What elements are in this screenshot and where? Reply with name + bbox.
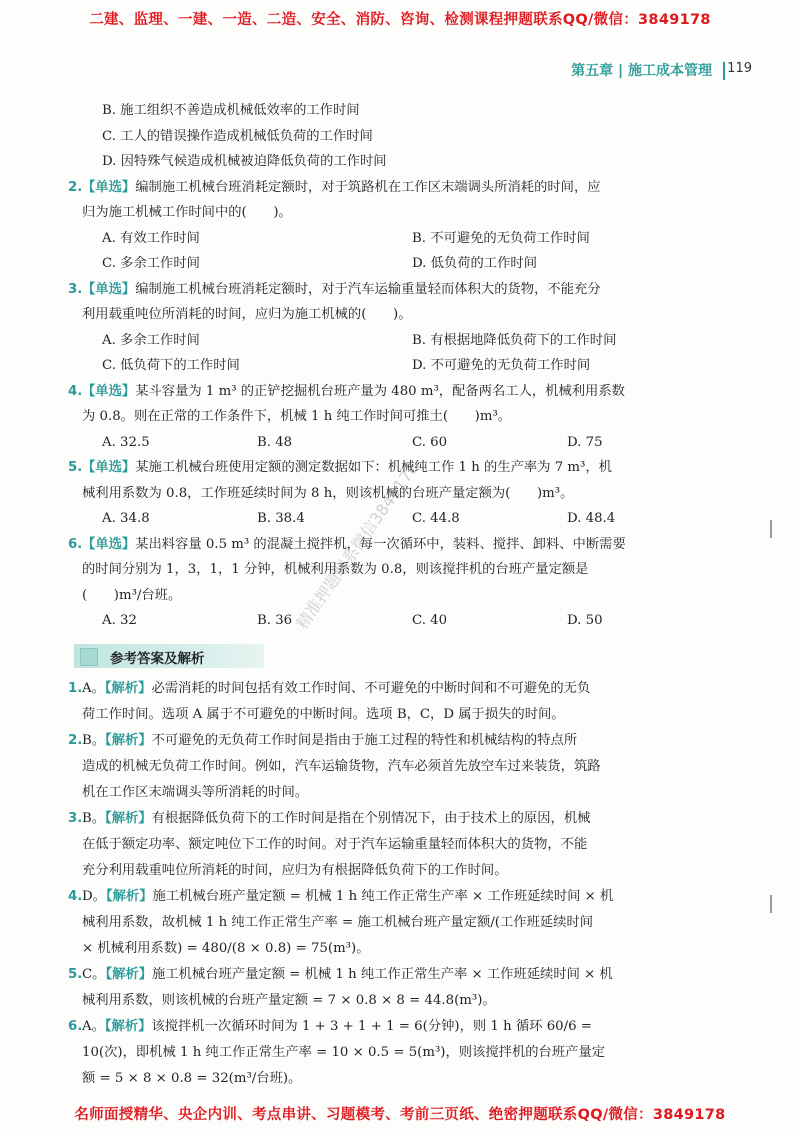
question-number: 4. <box>68 383 83 399</box>
question-list <box>68 175 722 634</box>
answer-line <box>82 754 722 780</box>
answer-section-header <box>74 644 264 668</box>
answer-choice: B。 <box>82 732 106 748</box>
answer-choice: B。 <box>82 810 106 826</box>
answer-number: 6. <box>68 1018 83 1034</box>
option-1: B. 36 <box>257 613 293 628</box>
question-line <box>82 557 722 583</box>
answer-line <box>68 728 722 754</box>
option-1: B. 有根据地降低负荷下的工作时间 <box>412 332 617 348</box>
answer-line <box>68 676 722 702</box>
options-row <box>82 430 722 456</box>
question-text: ( )m³/台班。 <box>82 587 182 603</box>
analysis-tag: 【解析】 <box>105 732 152 748</box>
answer-line <box>68 806 722 832</box>
answer-text: 额 = 5 × 8 × 0.8 = 32(m³/台班)。 <box>82 1070 302 1086</box>
question-number: 2. <box>68 179 83 195</box>
answer-text: 荷工作时间。选项 A 属于不可避免的中断时间。选项 B，C，D 属于损失的时间。 <box>82 706 565 722</box>
option-0: A. 34.8 <box>102 511 150 526</box>
chapter-title: 第五章 | 施工成本管理 <box>571 63 712 79</box>
question-block <box>68 532 722 634</box>
answer-choice: A。 <box>82 680 105 696</box>
answer-text: 械利用系数，故机械 1 h 纯工作正常生产率 = 施工机械台班产量定额/(工作班延续时间 <box>82 914 594 930</box>
top-banner: 二建、监理、一建、一造、二造、安全、消防、咨询、检测课程押题联系QQ/微信：3849178 <box>89 12 711 28</box>
answer-line <box>82 832 722 858</box>
question-line <box>68 532 722 558</box>
question-type-tag: 【单选】 <box>82 536 136 552</box>
answer-list <box>68 676 722 1092</box>
analysis-tag: 【解析】 <box>105 888 153 904</box>
question-line <box>82 404 722 430</box>
question-line <box>82 302 722 328</box>
option-1: B. 48 <box>257 434 293 450</box>
section-icon <box>80 648 98 666</box>
option-1: B. 38.4 <box>257 511 305 526</box>
answer-line <box>82 702 722 728</box>
edge-mark <box>770 520 772 538</box>
option-2: C. 44.8 <box>412 511 460 526</box>
option-0: A. 32 <box>102 613 137 628</box>
options-row <box>82 226 722 252</box>
question-type-tag: 【单选】 <box>82 179 136 195</box>
options-row <box>82 328 722 354</box>
options-row <box>82 251 722 277</box>
question-text: 利用载重吨位所消耗的时间，应归为施工机械的( )。 <box>82 307 412 322</box>
option-0: A. 32.5 <box>102 434 150 450</box>
answer-text: 机在工作区末端调头等所消耗的时间。 <box>82 784 309 800</box>
question-line <box>82 200 722 226</box>
question-text: 某施工机械台班使用定额的测定数据如下：机械纯工作 1 h 的生产率为 7 m³，机 <box>135 460 612 475</box>
section-title: 参考答案及解析 <box>110 650 205 667</box>
question-text: 械利用系数为 0.8，工作班延续时间为 8 h，则该机械的台班产量定额为( )m³。 <box>82 485 574 501</box>
answer-line <box>82 1040 722 1066</box>
answer-line <box>82 780 722 806</box>
question-number: 5. <box>68 460 83 475</box>
analysis-tag: 【解析】 <box>104 1018 152 1034</box>
question-block <box>68 277 722 379</box>
answer-block <box>68 884 722 962</box>
question-text: 某斗容量为 1 m³ 的正铲挖掘机台班产量为 480 m³，配备两名工人，机械利用系数 <box>135 383 625 399</box>
question-line <box>68 379 722 405</box>
option-3: D. 低负荷的工作时间 <box>412 256 538 271</box>
answer-number: 3. <box>68 810 83 826</box>
answer-number: 4. <box>68 888 83 904</box>
answer-line <box>68 1014 722 1040</box>
page-content <box>68 98 722 1092</box>
option-1: B. 不可避免的无负荷工作时间 <box>412 230 590 246</box>
answer-text: 施工机械台班产量定额 = 机械 1 h 纯工作正常生产率 × 工作班延续时间 × 机 <box>152 888 614 904</box>
answer-block <box>68 728 722 806</box>
answer-text: 施工机械台班产量定额 = 机械 1 h 纯工作正常生产率 × 工作班延续时间 × 机 <box>152 966 613 982</box>
analysis-tag: 【解析】 <box>105 966 153 982</box>
answer-number: 2. <box>68 732 83 748</box>
analysis-tag: 【解析】 <box>105 810 152 826</box>
analysis-tag: 【解析】 <box>104 680 152 696</box>
question-text: 的时间分别为 1，3，1，1 分钟，机械利用系数为 0.8，则该搅拌机的台班产量定额是 <box>82 562 589 577</box>
question-type-tag: 【单选】 <box>82 281 136 297</box>
answer-line <box>82 1066 722 1092</box>
answer-choice: A。 <box>82 1018 105 1034</box>
question-type-tag: 【单选】 <box>82 383 136 399</box>
option-line: B. 施工组织不善造成机械低效率的工作时间 <box>102 103 360 118</box>
option-0: A. 有效工作时间 <box>102 230 200 246</box>
answer-text: 械利用系数，则该机械的台班产量定额 = 7 × 0.8 × 8 = 44.8(m³)。 <box>82 992 496 1008</box>
option-3: D. 不可避免的无负荷工作时间 <box>412 358 591 373</box>
answer-number: 5. <box>68 966 83 982</box>
answer-choice: D。 <box>82 888 106 904</box>
answer-text: 有根据降低负荷下的工作时间是指在个别情况下，由于技术上的原因，机械 <box>151 810 591 826</box>
answer-text: 充分利用载重吨位所消耗的时间，应归为有根据降低负荷下的工作时间。 <box>82 862 508 878</box>
answer-line <box>82 858 722 884</box>
answer-block <box>68 962 722 1014</box>
question-text: 编制施工机械台班消耗定额时，对于汽车运输重量轻而体积大的货物，不能充分 <box>135 281 601 297</box>
option-2: C. 60 <box>412 434 448 450</box>
question-type-tag: 【单选】 <box>82 460 136 475</box>
header-divider <box>723 62 725 80</box>
option-3: D. 48.4 <box>567 511 616 526</box>
answer-text: 造成的机械无负荷工作时间。例如，汽车运输货物，汽车必须首先放空车过来装货，筑路 <box>82 758 601 774</box>
question-line <box>68 277 722 303</box>
options-row <box>82 506 722 532</box>
options-row <box>82 353 722 379</box>
edge-mark <box>770 895 772 913</box>
question-block <box>68 379 722 456</box>
answer-block <box>68 1014 722 1092</box>
answer-line <box>82 936 722 962</box>
answer-choice: C。 <box>82 966 106 982</box>
answer-line <box>82 910 722 936</box>
option-2: C. 多余工作时间 <box>102 256 200 271</box>
answer-text: 不可避免的无负荷工作时间是指由于施工过程的特性和机械结构的特点所 <box>151 732 578 748</box>
bottom-banner: 名师面授精华、央企内训、考点串讲、习题模考、考前三页纸、绝密押题联系QQ/微信：3849178 <box>74 1107 726 1123</box>
answer-block <box>68 806 722 884</box>
page-header <box>0 60 800 82</box>
options-row <box>82 608 722 634</box>
question-number: 6. <box>68 536 83 552</box>
answer-line <box>68 884 722 910</box>
answer-text: 10(次)，即机械 1 h 纯工作正常生产率 = 10 × 0.5 = 5(m³)，则该搅拌机的台班产量定 <box>82 1044 606 1060</box>
answer-text: × 机械利用系数) = 480/(8 × 0.8) = 75(m³)。 <box>82 940 370 956</box>
question-text: 为 0.8。则在正常的工作条件下，机械 1 h 纯工作时间可推土( )m³。 <box>82 409 512 424</box>
answer-text: 必需消耗的时间包括有效工作时间、不可避免的中断时间和不可避免的无负 <box>151 680 591 696</box>
question-line <box>68 175 722 201</box>
answer-text: 该搅拌机一次循环时间为 1 + 3 + 1 + 1 = 6(分钟)，则 1 h 循环 60/6 = <box>151 1018 592 1034</box>
question-block <box>68 175 722 277</box>
option-3: D. 50 <box>567 613 603 628</box>
option-line: D. 因特殊气候造成机械被迫降低负荷的工作时间 <box>102 154 387 169</box>
option-0: A. 多余工作时间 <box>102 332 200 348</box>
answer-block <box>68 676 722 728</box>
answer-text: 在低于额定功率、额定吨位下工作的时间。对于汽车运输重量轻而体积大的货物，不能 <box>82 836 588 852</box>
page-number: 119 <box>727 61 752 76</box>
question-number: 3. <box>68 281 83 297</box>
option-2: C. 低负荷下的工作时间 <box>102 358 240 373</box>
question-text: 归为施工机械工作时间中的( )。 <box>82 205 292 220</box>
question-line <box>82 583 722 609</box>
question-text: 编制施工机械台班消耗定额时，对于筑路机在工作区末端调头所消耗的时间，应 <box>135 179 601 195</box>
answer-line <box>68 962 722 988</box>
watermark: 精准押题联系微信3849178 <box>292 458 423 633</box>
option-2: C. 40 <box>412 613 448 628</box>
option-3: D. 75 <box>567 434 603 450</box>
question-text: 某出料容量 0.5 m³ 的混凝土搅拌机，每一次循环中，装料、搅拌、卸料、中断需要 <box>135 536 626 552</box>
option-line: C. 工人的错误操作造成机械低负荷的工作时间 <box>102 128 373 144</box>
answer-number: 1. <box>68 680 83 696</box>
answer-line <box>82 988 722 1014</box>
